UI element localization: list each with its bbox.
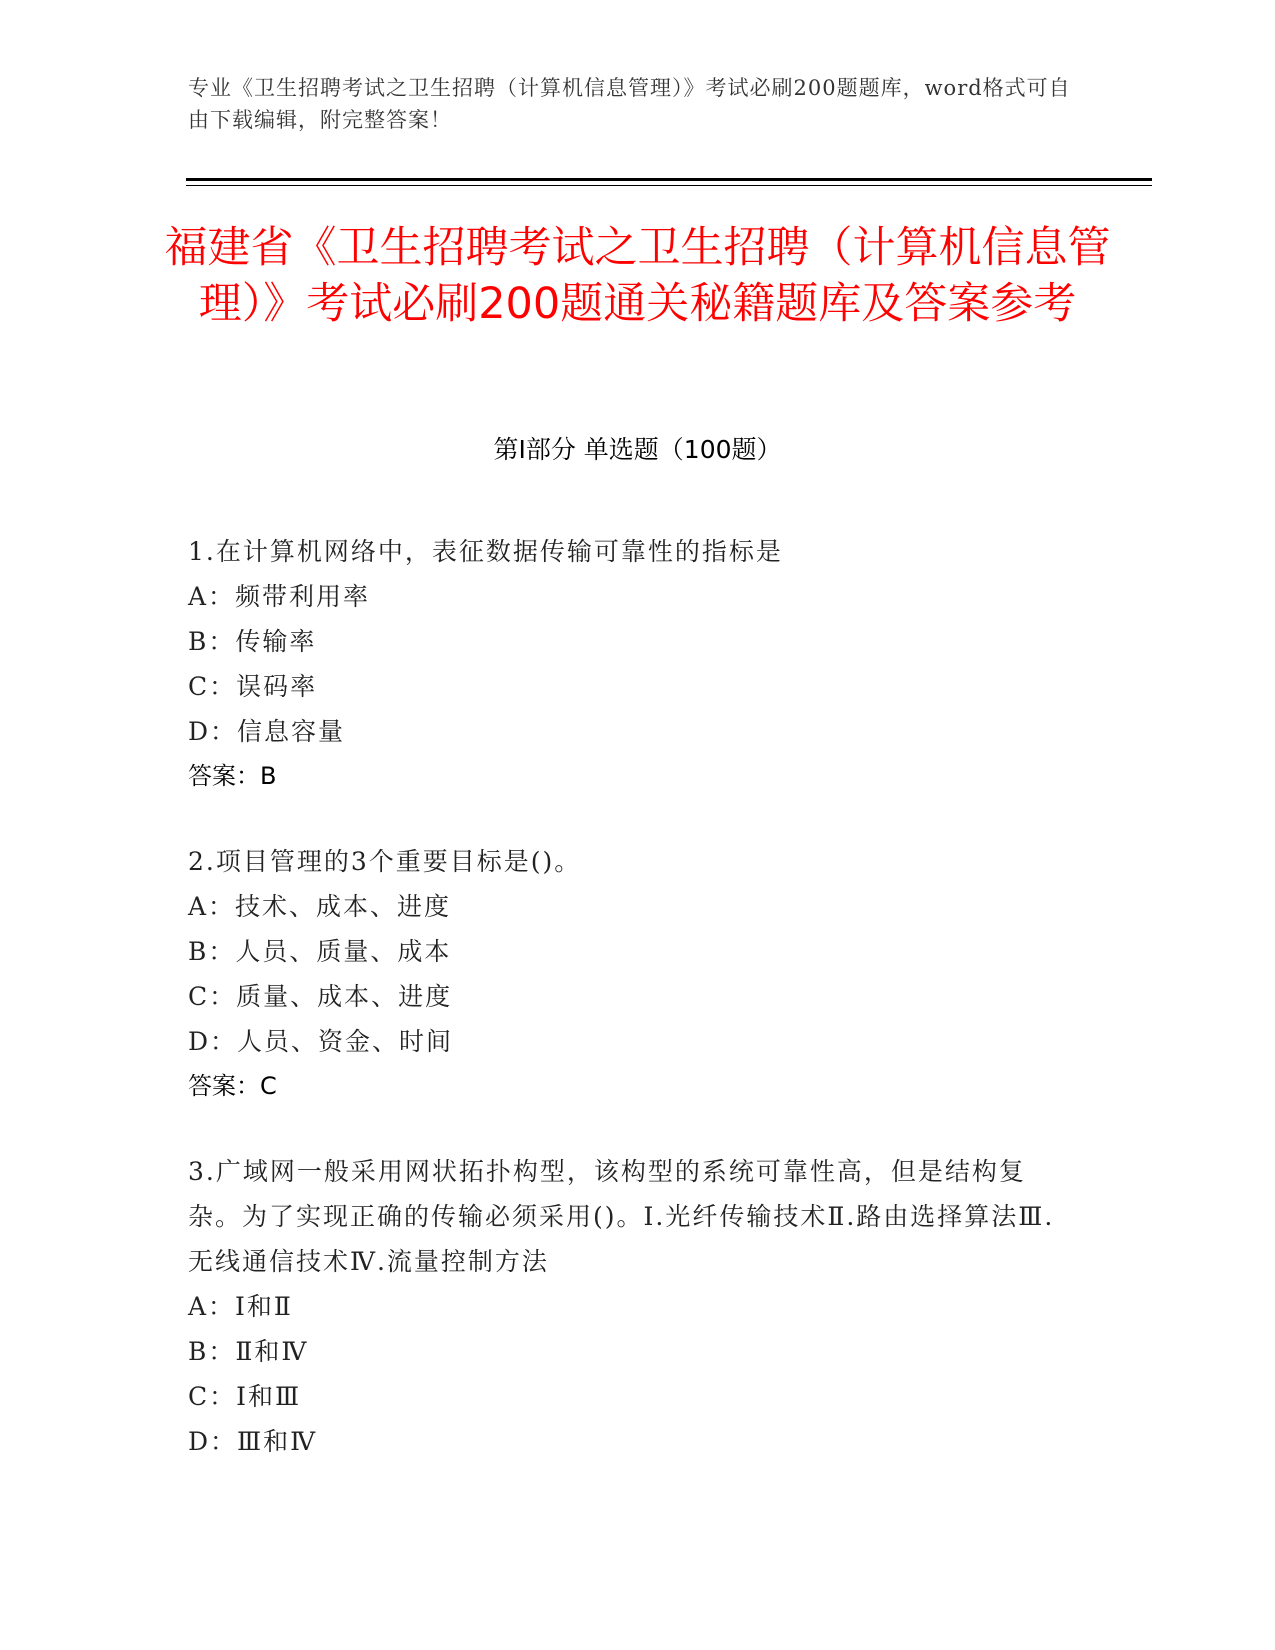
question-1 xyxy=(188,529,1068,799)
option-b: B：人员、质量、成本 xyxy=(188,937,452,966)
question-stem: 2.项目管理的3个重要目标是()。 xyxy=(188,847,582,876)
question-2 xyxy=(188,839,1068,1109)
header-note: 专业《卫生招聘考试之卫生招聘（计算机信息管理）》考试必刷200题题库，word格式可自由下载编辑，附完整答案！ xyxy=(188,76,1071,132)
option-d: D：人员、资金、时间 xyxy=(188,1027,454,1056)
question-3 xyxy=(188,1149,1068,1464)
section-title: 第I部分 单选题（100题） xyxy=(493,435,782,464)
option-b: B：Ⅱ和Ⅳ xyxy=(188,1337,309,1366)
option-a: A：频带利用率 xyxy=(188,582,371,611)
question-list xyxy=(188,529,1068,1504)
option-d: D：Ⅲ和Ⅳ xyxy=(188,1427,318,1456)
option-b: B：传输率 xyxy=(188,627,317,656)
option-a: A：Ⅰ和Ⅱ xyxy=(188,1292,293,1321)
question-stem: 3.广域网一般采用网状拓扑构型，该构型的系统可靠性高，但是结构复杂。为了实现正确的传输必须采用()。Ⅰ.光纤传输技术Ⅱ.路由选择算法Ⅲ.无线通信技术Ⅳ.流量控制方法 xyxy=(188,1157,1055,1276)
option-a: A：技术、成本、进度 xyxy=(188,892,452,921)
document-title: 福建省《卫生招聘考试之卫生招聘（计算机信息管理）》考试必刷200题通关秘籍题库及答案参考 xyxy=(164,223,1111,329)
option-d: D：信息容量 xyxy=(188,717,346,746)
option-c: C：Ⅰ和Ⅲ xyxy=(188,1382,302,1411)
answer: 答案：C xyxy=(188,1072,277,1100)
option-c: C：误码率 xyxy=(188,672,318,701)
question-stem: 1.在计算机网络中，表征数据传输可靠性的指标是 xyxy=(188,537,783,566)
header-divider-thick xyxy=(186,178,1152,181)
answer: 答案：B xyxy=(188,762,277,790)
header-divider-thin xyxy=(186,185,1152,186)
option-c: C：质量、成本、进度 xyxy=(188,982,453,1011)
